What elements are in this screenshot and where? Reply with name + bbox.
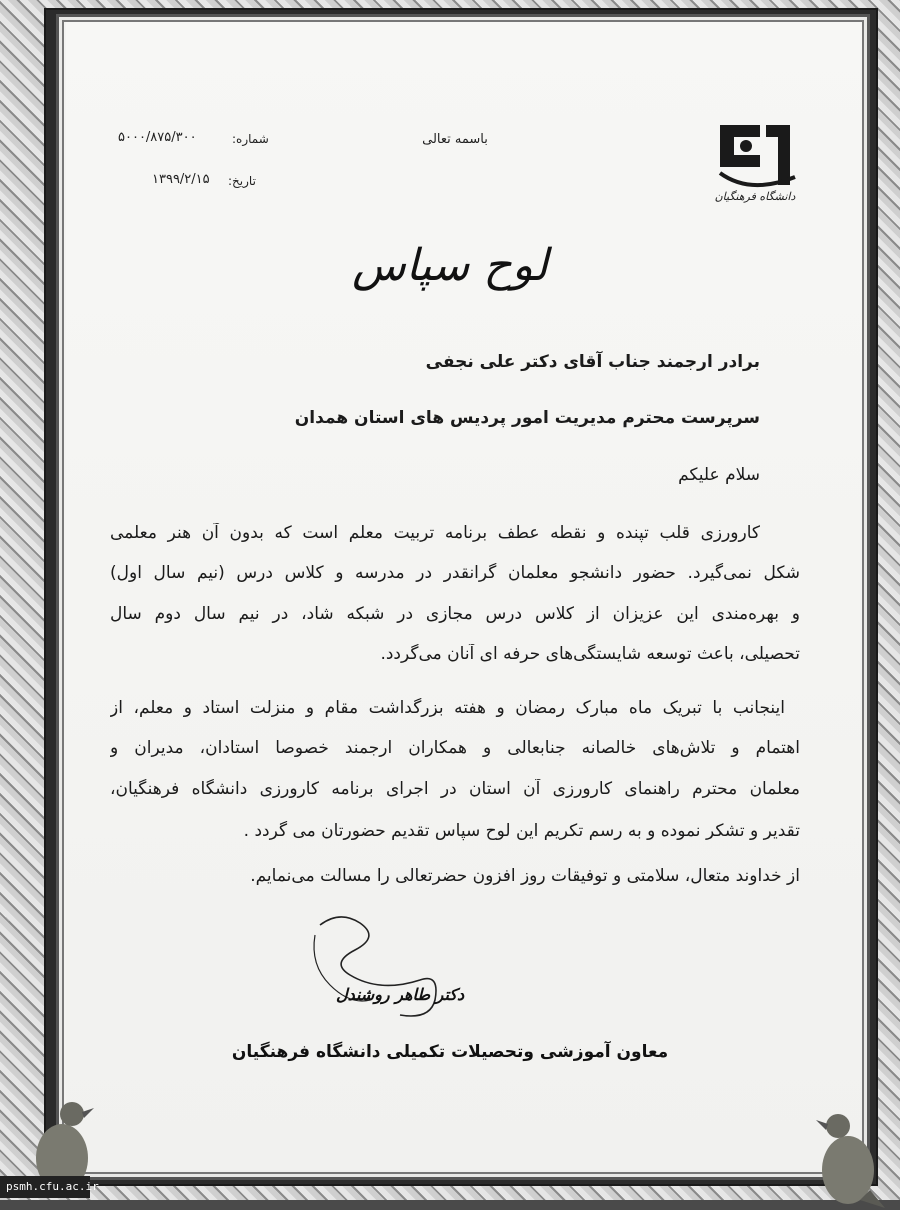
- greeting: سلام علیکم: [678, 465, 760, 485]
- body-line: شکل نمی‌گیرد. حضور دانشجو معلمان گرانقدر در مدرسه و کلاس درس (نیم سال اول): [110, 563, 800, 583]
- signer-name: دکتر طاهر روشندل: [335, 985, 465, 1004]
- body-line: و بهره‌مندی این عزیزان از کلاس درس مجازی در شبکه شاد، در نیم سال دوم سال: [110, 604, 800, 624]
- recipient-name: برادر ارجمند جناب آقای دکتر علی نجفی: [425, 352, 760, 372]
- body-line: از خداوند متعال، سلامتی و توفیقات روز افزون حضرتعالی را مسالت می‌نمایم.: [250, 866, 800, 886]
- body-line: اهتمام و تلاش‌های خالصانه جنابعالی و همکاران ارجمند خصوصا استادان، مدیران و: [110, 738, 800, 758]
- body-line: تقدیر و تشکر نموده و به رسم تکریم این لوح سپاس تقدیم حضورتان می گردد .: [243, 821, 800, 841]
- body-line: اینجانب با تبریک ماه مبارک رمضان و هفته بزرگداشت مقام و منزلت استاد و معلم، از: [110, 698, 785, 718]
- letter-number: ۵۰۰۰/۸۷۵/۳۰۰: [118, 130, 197, 145]
- basmala: باسمه تعالی: [422, 132, 488, 147]
- handwritten-signature: [300, 905, 460, 1035]
- body-line: معلمان محترم راهنمای کارورزی آن استان در اجرای برنامه کارورزی دانشگاه فرهنگیان،: [110, 779, 800, 799]
- signer-position: معاون آموزشی وتحصیلات تکمیلی دانشگاه فرهنگیان: [231, 1042, 669, 1062]
- date-label: تاریخ:: [228, 174, 256, 188]
- logo-caption: دانشگاه فرهنگیان: [714, 190, 796, 203]
- bird-ornament-icon: [810, 1100, 890, 1210]
- body-line: کارورزی قلب تپنده و نقطه عطف برنامه تربیت معلم است که بدون آن هنر معلمی: [110, 523, 760, 543]
- site-watermark: psmh.cfu.ac.ir: [0, 1176, 90, 1198]
- letter-date: ۱۳۹۹/۲/۱۵: [152, 172, 210, 187]
- certificate-title: لوح سپاس: [352, 240, 548, 291]
- recipient-position: سرپرست محترم مدیریت امور پردیس های استان همدان: [294, 408, 760, 428]
- number-label: شماره:: [232, 132, 269, 146]
- body-line: تحصیلی، باعث توسعه شایستگی‌های حرفه ای آنان می‌گردد.: [380, 644, 800, 664]
